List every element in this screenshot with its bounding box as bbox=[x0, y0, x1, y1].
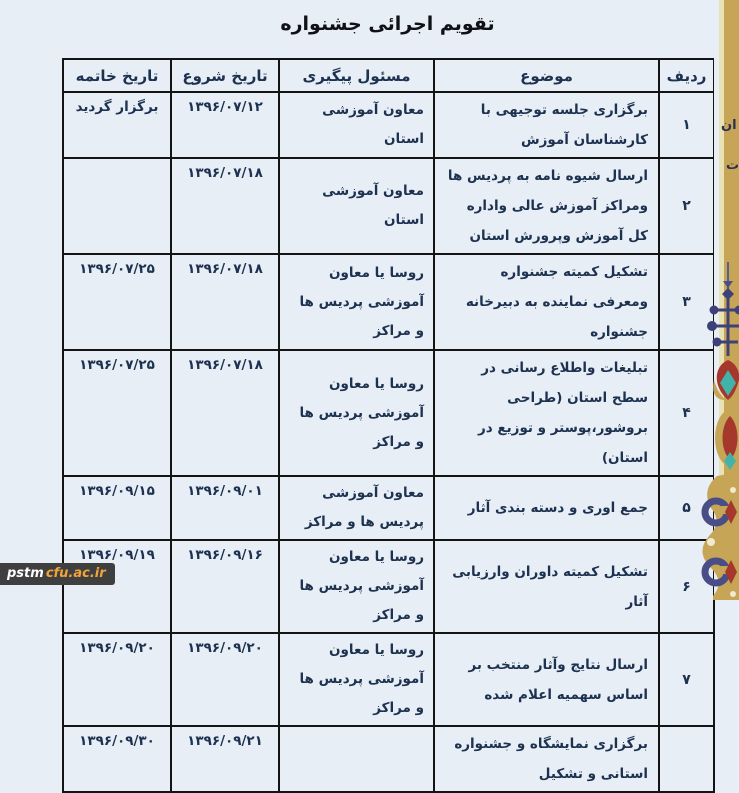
cut-off-text-fragment: ت bbox=[726, 158, 739, 173]
row-number-cell bbox=[659, 726, 714, 792]
start-date-cell: ۱۳۹۶/۰۹/۱۶ bbox=[171, 540, 279, 633]
end-date-cell bbox=[63, 158, 171, 254]
start-date-cell: ۱۳۹۶/۰۷/۱۸ bbox=[171, 254, 279, 350]
end-date-cell: ۱۳۹۶/۰۹/۱۹ bbox=[63, 540, 171, 633]
responsible-cell: روسا یا معاون آموزشی پردیس ها و مراکز bbox=[279, 350, 434, 476]
start-date-cell: ۱۳۹۶/۰۷/۱۸ bbox=[171, 158, 279, 254]
header-subject: موضوع bbox=[434, 59, 659, 92]
responsible-cell: معاون آموزشی پردیس ها و مراکز bbox=[279, 476, 434, 540]
responsible-cell: معاون آموزشی استان bbox=[279, 92, 434, 158]
table-row bbox=[63, 633, 714, 726]
row-number-cell: ۳ bbox=[659, 254, 714, 350]
start-date-cell: ۱۳۹۶/۰۹/۰۱ bbox=[171, 476, 279, 540]
row-number-cell: ۷ bbox=[659, 633, 714, 726]
header-responsible: مسئول پیگیری bbox=[279, 59, 434, 92]
table-row bbox=[63, 92, 714, 158]
cut-off-text-fragment: ان bbox=[721, 118, 737, 133]
end-date-cell: ۱۳۹۶/۰۹/۳۰ bbox=[63, 726, 171, 792]
header-row-number: ردیف bbox=[659, 59, 714, 92]
start-date-cell: ۱۳۹۶/۰۹/۲۰ bbox=[171, 633, 279, 726]
subject-cell: جمع اوری و دسته بندی آثار bbox=[434, 476, 659, 540]
end-date-cell: ۱۳۹۶/۰۷/۲۵ bbox=[63, 254, 171, 350]
row-number-cell: ۱ bbox=[659, 92, 714, 158]
header-end-date: تاریخ خاتمه bbox=[63, 59, 171, 92]
subject-cell: تشکیل کمیته داوران وارزیابی آثار bbox=[434, 540, 659, 633]
row-number-cell: ۶ bbox=[659, 540, 714, 633]
table-header-row bbox=[63, 59, 714, 92]
end-date-cell: ۱۳۹۶/۰۷/۲۵ bbox=[63, 350, 171, 476]
page-title: تقویم اجرائی جشنواره bbox=[280, 13, 495, 35]
festival-schedule-table bbox=[62, 58, 715, 793]
start-date-cell: ۱۳۹۶/۰۹/۲۱ bbox=[171, 726, 279, 792]
responsible-cell: روسا یا معاون آموزشی پردیس ها و مراکز bbox=[279, 540, 434, 633]
end-date-cell: برگزار گردید bbox=[63, 92, 171, 158]
subject-cell: برگزاری نمایشگاه و جشنواره استانی و تشکیل bbox=[434, 726, 659, 792]
table-row bbox=[63, 254, 714, 350]
site-watermark bbox=[0, 563, 115, 585]
row-number-cell: ۴ bbox=[659, 350, 714, 476]
illumination-ornament bbox=[689, 262, 739, 600]
row-number-cell: ۵ bbox=[659, 476, 714, 540]
table-row bbox=[63, 540, 714, 633]
row-number-cell: ۲ bbox=[659, 158, 714, 254]
start-date-cell: ۱۳۹۶/۰۷/۱۲ bbox=[171, 92, 279, 158]
responsible-cell: روسا یا معاون آموزشی پردیس ها و مراکز bbox=[279, 633, 434, 726]
responsible-cell: معاون آموزشی استان bbox=[279, 158, 434, 254]
start-date-cell: ۱۳۹۶/۰۷/۱۸ bbox=[171, 350, 279, 476]
table-row bbox=[63, 726, 714, 792]
subject-cell: ارسال شیوه نامه به پردیس ها ومراکز آموزش عالی واداره کل آموزش وپرورش استان bbox=[434, 158, 659, 254]
subject-cell: تبلیغات واطلاع رسانی در سطح استان (طراحی بروشور،پوستر و توزیع در استان) bbox=[434, 350, 659, 476]
end-date-cell: ۱۳۹۶/۰۹/۲۰ bbox=[63, 633, 171, 726]
subject-cell: ارسال نتایج وآثار منتخب بر اساس سهمیه اعلام شده bbox=[434, 633, 659, 726]
subject-cell: برگزاری جلسه توجیهی با کارشناسان آموزش bbox=[434, 92, 659, 158]
subject-cell: تشکیل کمیته جشنواره ومعرفی نماینده به دبیرخانه جشنواره bbox=[434, 254, 659, 350]
end-date-cell: ۱۳۹۶/۰۹/۱۵ bbox=[63, 476, 171, 540]
responsible-cell: روسا یا معاون آموزشی پردیس ها و مراکز bbox=[279, 254, 434, 350]
watermark-site: cfu.ac.ir bbox=[45, 566, 106, 581]
table-row bbox=[63, 158, 714, 254]
table-row bbox=[63, 476, 714, 540]
watermark-prefix: pstm bbox=[7, 566, 44, 581]
table-row bbox=[63, 350, 714, 476]
header-start-date: تاریخ شروع bbox=[171, 59, 279, 92]
responsible-cell bbox=[279, 726, 434, 792]
